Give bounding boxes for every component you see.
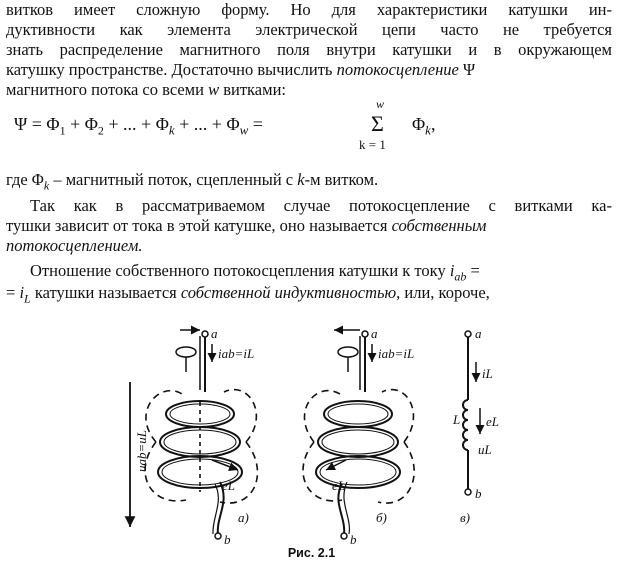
rotation-icon [338,347,358,357]
label-voltage: uab=uL [134,429,149,472]
label-emf: eL [222,478,235,493]
coil-figure [120,322,500,544]
label-part: a) [238,510,249,525]
label-current: iab=iL [378,346,415,361]
term-flux-linkage: потокосцепление [336,60,459,79]
figure-caption: Рис. 2.1 [287,546,336,560]
text-line: потокосцеплением. [6,236,143,255]
terminal-b [215,533,221,539]
text-line: магнитного потока со всеми w витками: [6,80,286,99]
label-b: b [224,532,231,544]
label-b: b [350,532,357,544]
label-emf: eL [332,478,345,493]
label-current: iL [482,366,493,381]
label-part: б) [376,510,387,525]
terminal-b [465,489,471,495]
terminal-a [465,331,471,337]
terminal-a [362,331,368,337]
label-a: a [475,326,482,341]
text-line: Отношение собственного потокосцепления катушки к току $i_{ab}$ = [30,261,480,284]
text-line: тушки зависит от тока в этой катушке, оно называется собственным [6,216,487,235]
text-line: знать распределение магнитного поля внутри катушки и в окружающем [6,40,612,59]
flux-linkage-formula: $\Psi = \Phi_1 + \Phi_2$ + ... + $\Phi_k$ + ... + $\Phi_w$ = w Σ k = 1 $\Phi_k$, [14,97,436,152]
text-line: = $i_L$ катушки называется собственной индуктивностью, или, короче, [6,283,490,306]
rotation-icon [176,347,196,357]
text-line: где $\Phi_k$ – магнитный поток, сцепленный с k-м витком. [6,170,379,193]
label-voltage: uL [478,442,492,457]
label-current: iab=iL [218,346,255,361]
label-a: a [211,326,218,341]
label-part: в) [460,510,470,525]
coil-b [316,336,400,534]
inductor-symbol [463,336,468,490]
coil-diagram [120,322,500,544]
text-line: дуктивности как элемента электрической цепи часто не требуется [6,20,612,39]
label-a: a [371,326,378,341]
label-inductance: L [453,412,461,427]
text-line: катушку пространстве. Достаточно вычислить потокосцепление Ψ [6,60,476,79]
text-line: Так как в рассматриваемом случае потокосцепление с витками ка- [30,196,612,215]
label-b: b [475,486,482,501]
terminal-a [202,331,208,337]
label-emf: eL [486,414,499,429]
terminal-b [341,533,347,539]
text-line: витков имеет сложную форму. Но для характеристики катушки ин- [6,0,612,19]
